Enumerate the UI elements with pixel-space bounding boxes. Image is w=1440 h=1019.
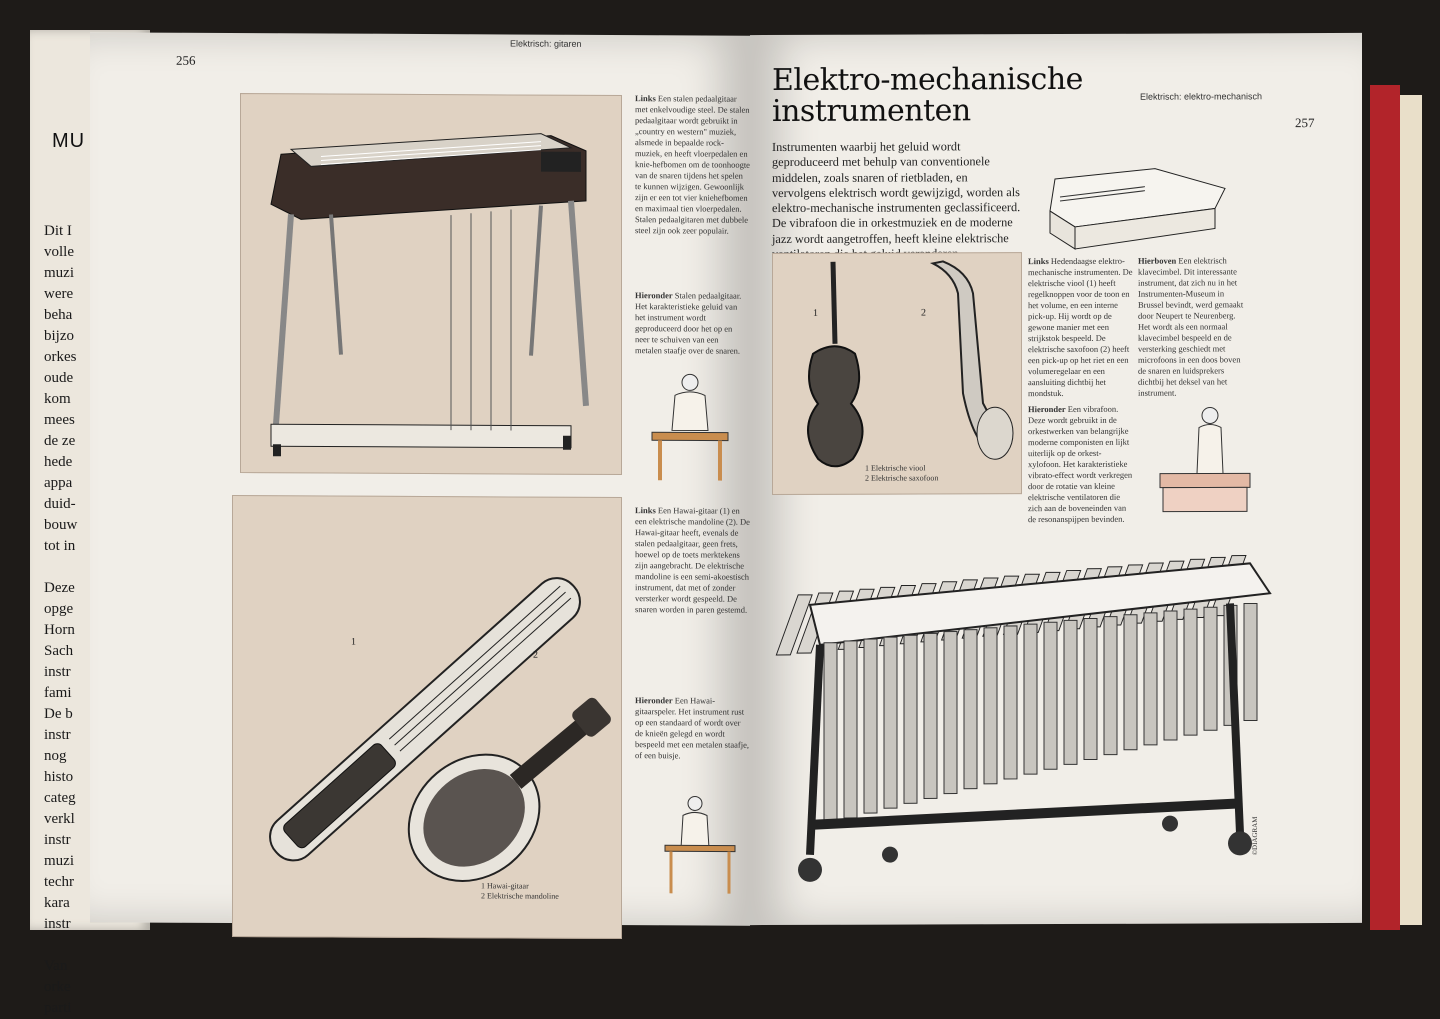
back-book-line: nog xyxy=(44,748,67,764)
back-book-line: Van xyxy=(44,958,68,974)
caption-hawaiian-mandolin: Links Een Hawai-gitaar (1) en een elektrische mandoline (2). De Hawai-gitaar heeft, evenals de stalen pedaalgitaar, geen frets, hoewel op de toets merktekens zijn aangebracht. De elektrische mandoline is een semi-akoestisch instrument, dat met of zonder versterker wordt gespeeld. De snaren worden in paren gestemd. xyxy=(635,505,750,615)
resonator-tube xyxy=(984,628,997,784)
back-book-line: fami xyxy=(44,685,72,701)
back-book-line: Horn xyxy=(44,622,75,638)
back-book-line: Sach xyxy=(44,643,74,659)
caption-pedal-steel: Links Een stalen pedaalgitaar met enkelvoudige steel. De stalen pedaalgitaar wordt gebruikt in „country en western" muziek, alsmede in bepaalde rock-muziek, en heeft vloerpedalen en knie-hefbomen om de toonhoogte van de snaren tijdens het spelen te kunnen wijzigen. Gewoonlijk zijn er een tot vier kniehefbomen en maximaal tien vloerpedalen. Stalen pedaalgitaren met dubbele steel zijn ook zeer populair. xyxy=(635,93,750,236)
resonator-tube xyxy=(1244,603,1257,720)
intro-paragraph: Instrumenten waarbij het geluid wordt geproduceerd met behulp van conventionele middelen, zoals snaren of rietbladen, en vervolgens elektrisch wordt gewijzigd, worden als elektro-mechanische instrumenten geclassificeerd. De vibrafoon die in orkestmuziek en de moderne jazz wordt aangetroffen, heeft kleine elektrische xyxy=(772,139,1021,246)
vibraphone-player-illustration xyxy=(1155,403,1255,513)
back-book-line: beha xyxy=(44,307,73,323)
back-book-line: oude xyxy=(44,370,74,386)
back-book-line: bouw xyxy=(44,517,78,533)
back-book-line: instr xyxy=(44,727,71,743)
back-book-line: parti xyxy=(44,1000,72,1016)
vibraphone-illustration xyxy=(770,533,1270,895)
resonator-tube xyxy=(1104,617,1117,755)
back-book-line: orke xyxy=(44,979,71,995)
back-book-line: were xyxy=(44,286,74,302)
back-book-line: Deze xyxy=(44,580,75,596)
violin-sax-panel xyxy=(772,252,1022,495)
back-book-line: instr xyxy=(44,916,71,932)
caption-pedal-steel-player: Hieronder Stalen pedaalgitaar. Het karakteristieke geluid van het instrument wordt geproduceerd door het op en neer te schuiven van een metalen staafje over de snaren. xyxy=(635,290,742,356)
back-book-line: volle xyxy=(44,244,74,260)
resonator-tube xyxy=(864,639,877,813)
back-book-line: orkes xyxy=(44,349,77,365)
right-page xyxy=(750,33,1362,925)
back-book-line: appa xyxy=(44,475,73,491)
resonator-tube xyxy=(1064,620,1077,764)
resonator-tube xyxy=(944,632,957,794)
resonator-tube xyxy=(844,641,857,818)
fig-label-2: 2 xyxy=(533,649,538,661)
pedal-steel-panel xyxy=(240,93,622,475)
legend-left: 1 Hawai-gitaar 2 Elektrische mandoline xyxy=(481,881,559,901)
fig-label-sax: 2 xyxy=(921,307,926,319)
back-book-line: histo xyxy=(44,769,74,785)
legend-right: 1 Elektrische viool 2 Elektrische saxofoon xyxy=(865,463,939,483)
resonator-tube xyxy=(1084,618,1097,759)
resonator-tube xyxy=(1044,622,1057,769)
back-book-line: instr xyxy=(44,832,71,848)
resonator-tube xyxy=(824,643,837,823)
book-cover-edge xyxy=(1370,85,1400,930)
back-book-line: hede xyxy=(44,454,73,470)
back-book-line: muzi xyxy=(44,853,74,869)
back-book-line: tot in xyxy=(44,538,76,554)
back-book-line: techr xyxy=(44,874,74,890)
caption-vibraphone: Hieronder Een vibrafoon. Deze wordt gebruikt in de orkestwerken van belangrijke moderne componisten en lijkt uiterlijk op de orkest-xylofoon. Het karakteristieke vibrato-effect wordt verkregen door de rotatie van kleine elektrische ventilatoren die zich aan de boveneinden van de resonanspijpen bevinden. xyxy=(1028,403,1133,525)
back-book-line: kom xyxy=(44,391,71,407)
running-head-right: Elektrisch: elektro-mechanisch xyxy=(1140,91,1263,102)
page-block-edge xyxy=(1400,95,1422,925)
fig-label-1: 1 xyxy=(351,636,356,648)
violin-sax-illustration xyxy=(773,253,1021,494)
hawaiian-player-illustration xyxy=(665,793,735,893)
resonator-tube xyxy=(1024,624,1037,774)
fig-label-violin: 1 xyxy=(813,307,818,319)
resonator-tube xyxy=(904,635,917,803)
caption-harpsichord: Hierboven Een elektrisch klavecimbel. Dit interessante instrument, dat zich nu in het Instrumenten-Museum in Brussel bevindt, werd gemaakt door Neupert te Neurenberg. Het wordt als een normaal klavecimbel bespeeld en de versterking geschiedt met microfoons in een doos boven de snaren en luidsprekers dichtbij het deksel van het instrument. xyxy=(1138,255,1244,398)
resonator-tube xyxy=(884,637,897,808)
back-book-line: categ xyxy=(44,790,76,806)
pedal-steel-illustration xyxy=(241,94,621,474)
caption-violin-sax: Links Hedendaagse elektro-mechanische instrumenten. De elektrische viool (1) heeft regelknoppen voor de toon en het volume, en een interne pick-up. Hij wordt op de gewone manier met een strijkstok bespeeld. De elektrische saxofoon (2) heeft een pick-up op het riet en een volumeregelaar en een aansluiting dichtbij het mondstuk. xyxy=(1028,255,1133,399)
resonator-tube xyxy=(1124,615,1137,750)
back-book-line: duid- xyxy=(44,496,76,512)
resonator-tube xyxy=(1204,607,1217,730)
diagram-credit: ©DIAGRAM xyxy=(1251,816,1259,856)
back-book-line: Dit I xyxy=(44,223,72,239)
back-book-line: De b xyxy=(44,706,73,722)
hawaiian-guitar-illustration xyxy=(233,496,621,938)
back-book-line: kara xyxy=(44,895,70,911)
pedal-steel-player-illustration xyxy=(650,370,730,480)
back-book-line: opge xyxy=(44,601,74,617)
resonator-tube xyxy=(1144,613,1157,745)
caption-hawaiian-player: Hieronder Een Hawai-gitaarspeler. Het instrument rust op een standaard of wordt over de knieën gelegd en wordt bespeeld met een metalen staafje, of een buisje. xyxy=(635,695,749,761)
electric-harpsichord-illustration xyxy=(1035,148,1235,259)
left-page xyxy=(90,32,750,925)
back-book-line: muzi xyxy=(44,265,74,281)
hawaiian-guitar-panel xyxy=(232,495,622,939)
back-book-line: de ze xyxy=(44,433,76,449)
back-book-line: verkl xyxy=(44,811,75,827)
back-book-line: mees xyxy=(44,412,75,428)
resonator-tube xyxy=(1164,611,1177,740)
resonator-tube xyxy=(924,633,937,798)
page-title: Elektro-mechanische instrumenten xyxy=(772,61,1083,129)
page-number-right: 257 xyxy=(1295,115,1315,131)
page-number-left: 256 xyxy=(176,52,196,68)
resonator-tube xyxy=(1184,609,1197,735)
resonator-tube xyxy=(964,630,977,789)
back-book-title: MU xyxy=(52,130,86,152)
back-book-line: instr xyxy=(44,664,71,680)
resonator-tube xyxy=(1004,626,1017,779)
running-head-left: Elektrisch: gitaren xyxy=(510,38,582,49)
back-book-line: bijzo xyxy=(44,328,74,344)
